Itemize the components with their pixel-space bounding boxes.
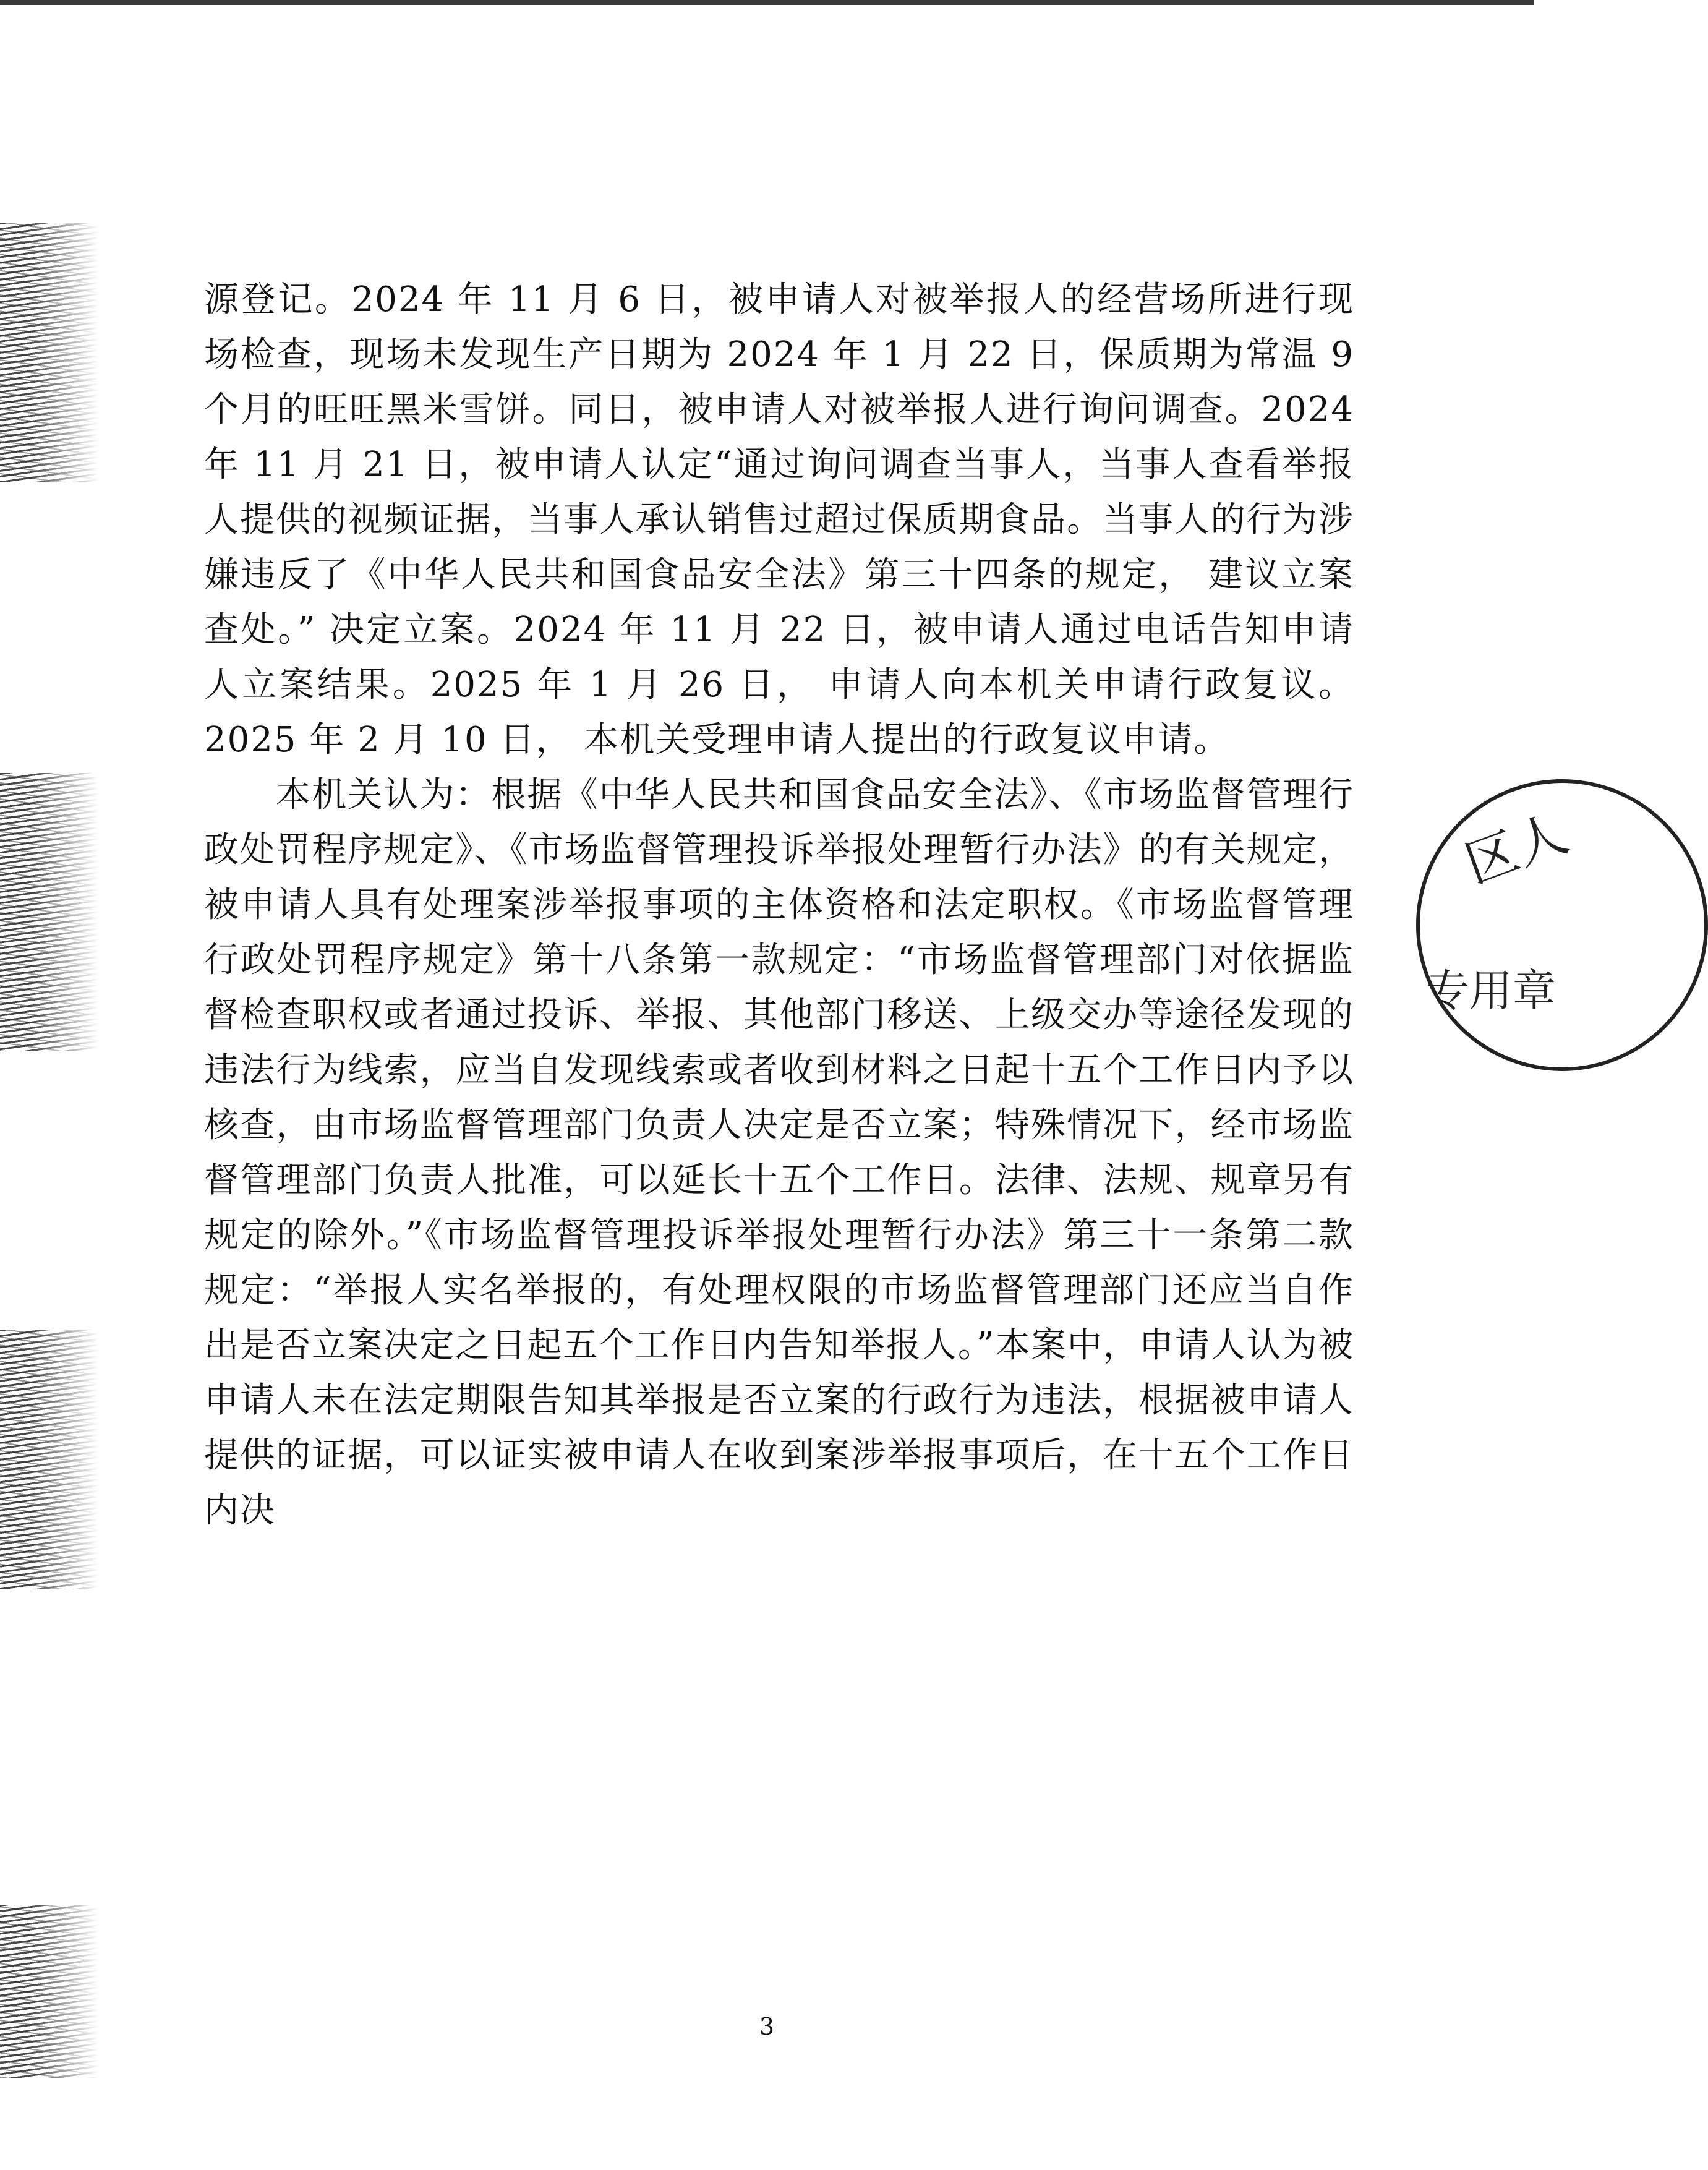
official-seal-stamp <box>1416 779 1708 1071</box>
scan-margin-artifact <box>0 223 99 482</box>
stamp-text-bottom: 专用章 <box>1426 965 1556 1016</box>
page-number: 3 <box>759 2013 775 2040</box>
scan-margin-artifact <box>0 1330 99 1589</box>
paragraph-1: 源登记。2024 年 11 月 6 日，被申请人对被举报人的经营场所进行现场检查，现场未发现生产日期为 2024 年 1 月 22 日，保质期为常温 9 个月的旺旺黑米雪饼。同日，被申请人对被举报人进行询问调查。2024 年 11 月 21 日，被申请人认定“通过询问调查当事人，当事人查看举报人提供的视频证据，当事人承认销售过超过保质期食品。当事人的行为涉嫌违反了《中华人民共和国食品安全法》第三十四条的规定， 建议立案查处。” 决定立案。2024 年 11 月 22 日，被申请人通过电话告知申请人立案结果。2025 年 1 月 26 日， 申请人向本机关申请行政复议。2025 年 2 月 10 日， 本机关受理申请人提出的行政复议申请。 <box>204 280 1354 760</box>
stamp-text-top: 区人 <box>1457 802 1576 895</box>
scan-top-edge <box>0 0 1534 5</box>
document-body <box>204 272 1354 1538</box>
scan-margin-artifact <box>0 1905 99 2078</box>
paragraph-2: 本机关认为：根据《中华人民共和国食品安全法》、《市场监督管理行政处罚程序规定》、《市场监督管理投诉举报处理暂行办法》的有关规定，被申请人具有处理案涉举报事项的主体资格和法定职权。《市场监督管理行政处罚程序规定》第十八条第一款规定：“市场监督管理部门对依据监督检查职权或者通过投诉、举报、其他部门移送、上级交办等途径发现的违法行为线索，应当自发现线索或者收到材料之日起十五个工作日内予以核查，由市场监督管理部门负责人决定是否立案；特殊情况下，经市场监督管理部门负责人批准，可以延长十五个工作日。法律、法规、规章另有规定的除外。”《市场监督管理投诉举报处理暂行办法》第三十一条第二款规定：“举报人实名举报的，有处理权限的市场监督管理部门还应当自作出是否立案决定之日起五个工作日内告知举报人。”本案中，申请人认为被申请人未在法定期限告知其举报是否立案的行政行为违法，根据被申请人提供的证据，可以证实被申请人在收到案涉举报事项后，在十五个工作日内决 <box>204 775 1354 1531</box>
scan-margin-artifact <box>0 773 99 1051</box>
